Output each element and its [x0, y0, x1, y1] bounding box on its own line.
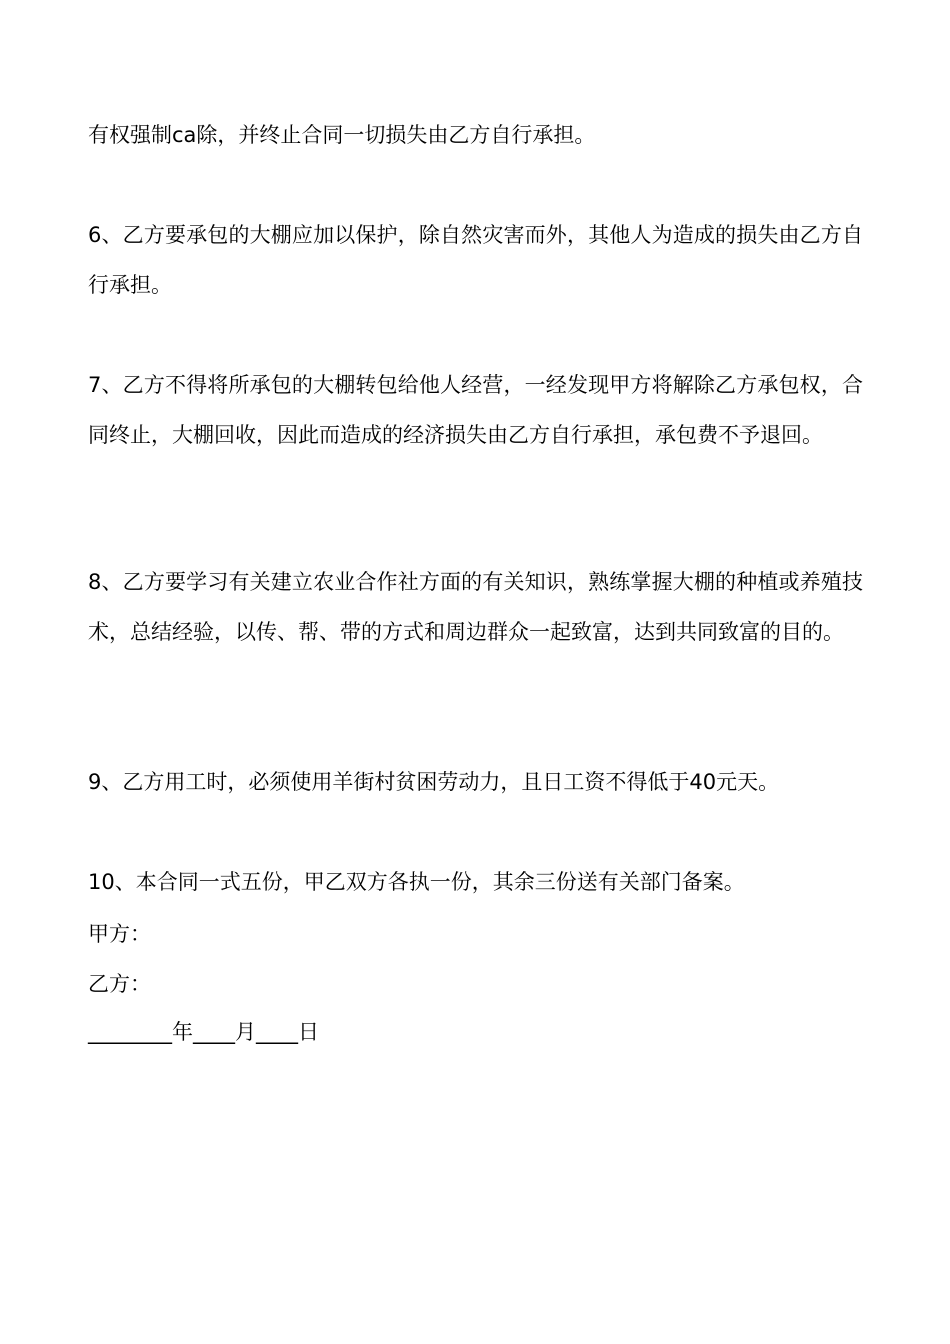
- party-a-signature-label: 甲方：: [88, 922, 151, 946]
- clause-8: 8、乙方要学习有关建立农业合作社方面的有关知识，熟练掌握大棚的种植或养殖技术，总结经验，以传、帮、带的方式和周边群众一起致富，达到共同致富的目的。: [88, 570, 863, 644]
- clause-5-continuation: 有权强制ca除，并终止合同一切损失由乙方自行承担。: [88, 123, 596, 147]
- party-b-signature-label: 乙方：: [88, 972, 151, 996]
- clause-6: 6、乙方要承包的大棚应加以保护，除自然灾害而外，其他人为造成的损失由乙方自行承担。: [88, 223, 863, 297]
- clause-9: 9、乙方用工时，必须使用羊街村贫困劳动力，且日工资不得低于40元天。: [88, 770, 780, 794]
- clause-7: 7、乙方不得将所承包的大棚转包给他人经营，一经发现甲方将解除乙方承包权，合同终止，大棚回收，因此而造成的经济损失由乙方自行承担，承包费不予退回。: [88, 373, 863, 447]
- date-line: ________年____月____日: [88, 1020, 319, 1044]
- clause-10: 10、本合同一式五份，甲乙双方各执一份，其余三份送有关部门备案。: [88, 870, 745, 894]
